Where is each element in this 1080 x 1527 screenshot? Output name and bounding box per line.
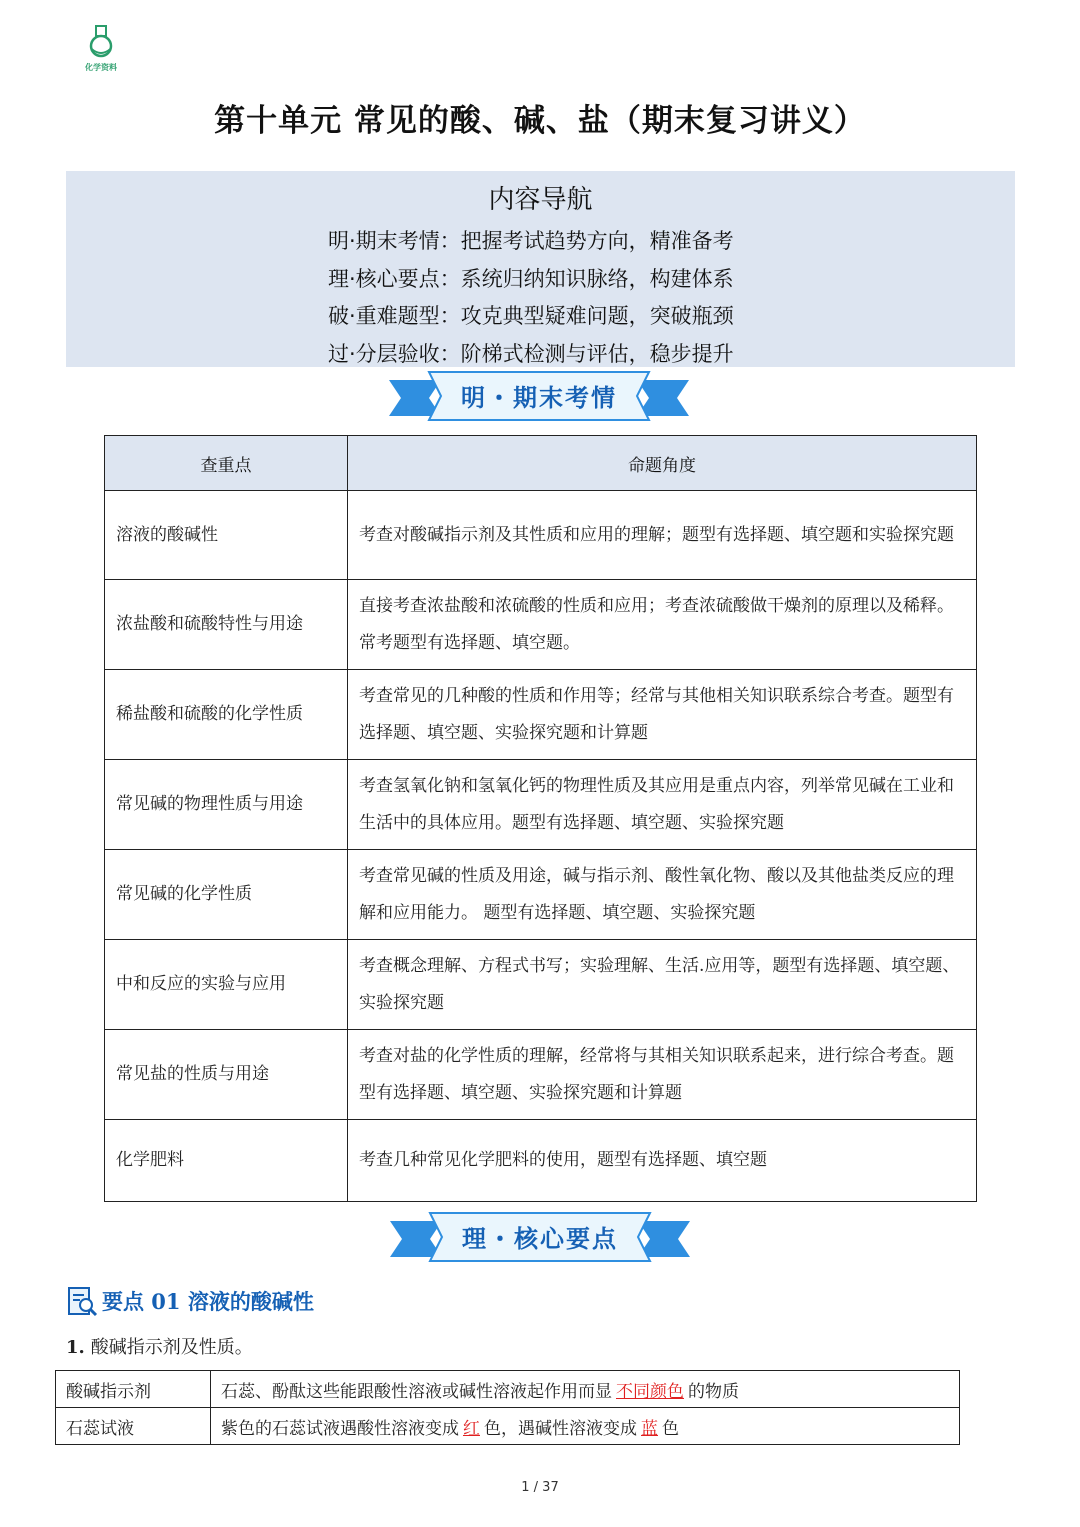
sub-heading bbox=[66, 1333, 253, 1359]
definition-text: 紫色的石蕊试液遇酸性溶液变成 bbox=[221, 1418, 459, 1439]
content-navigation bbox=[66, 171, 1015, 367]
table-row bbox=[105, 1030, 977, 1120]
document-search-icon bbox=[66, 1285, 98, 1317]
table-row bbox=[105, 1120, 977, 1202]
section-heading bbox=[66, 1284, 314, 1318]
angle-cell: 考查常见碱的性质及用途，碱与指示剂、酸性氧化物、酸以及其他盐类反应的理解和应用能力。 题型有选择题、填空题、实验探究题 bbox=[348, 850, 977, 940]
banner-label: 明・期末考情 bbox=[461, 384, 617, 412]
key-point-cell: 浓盐酸和硫酸特性与用途 bbox=[105, 580, 348, 670]
definition-text: 色 bbox=[662, 1418, 679, 1439]
answer-blank: 不同颜色 bbox=[616, 1381, 684, 1402]
navigation-title: 内容导航 bbox=[488, 185, 593, 215]
answer-blank: 蓝 bbox=[641, 1418, 658, 1439]
column-header: 查重点 bbox=[105, 436, 348, 491]
angle-cell: 考查对酸碱指示剂及其性质和应用的理解；题型有选择题、填空题和实验探究题 bbox=[348, 491, 977, 580]
page-number: 1 / 37 bbox=[521, 1480, 559, 1495]
term-cell: 酸碱指示剂 bbox=[56, 1371, 211, 1408]
table-header-row bbox=[105, 436, 977, 491]
table-row bbox=[105, 580, 977, 670]
key-point-cell: 常见碱的化学性质 bbox=[105, 850, 348, 940]
table-row bbox=[56, 1371, 960, 1408]
column-header: 命题角度 bbox=[348, 436, 977, 491]
table-row bbox=[105, 940, 977, 1030]
section-title-text: 要点 01 溶液的酸碱性 bbox=[102, 1289, 314, 1314]
sub-heading-number: 1. bbox=[66, 1337, 85, 1358]
section-banner-exam bbox=[389, 368, 689, 424]
navigation-list bbox=[328, 223, 734, 373]
definition-text: 的物质 bbox=[688, 1381, 739, 1402]
navigation-item: 理·核心要点：系统归纳知识脉络，构建体系 bbox=[328, 266, 734, 291]
table-row bbox=[105, 760, 977, 850]
key-point-cell: 中和反应的实验与应用 bbox=[105, 940, 348, 1030]
table-row bbox=[56, 1408, 960, 1445]
definition-cell bbox=[211, 1371, 960, 1408]
angle-cell: 考查常见的几种酸的性质和作用等；经常与其他相关知识联系综合考查。题型有选择题、填空题、实验探究题和计算题 bbox=[348, 670, 977, 760]
exam-focus-table bbox=[104, 435, 977, 1202]
angle-cell: 直接考查浓盐酸和浓硫酸的性质和应用；考查浓硫酸做干燥剂的原理以及稀释。常考题型有选择题、填空题。 bbox=[348, 580, 977, 670]
sub-heading-text: 酸碱指示剂及性质。 bbox=[90, 1337, 253, 1358]
navigation-item: 明·期末考情：把握考试趋势方向，精准备考 bbox=[328, 229, 734, 253]
definition-cell bbox=[211, 1408, 960, 1445]
key-point-cell: 稀盐酸和硫酸的化学性质 bbox=[105, 670, 348, 760]
navigation-item: 过·分层验收：阶梯式检测与评估，稳步提升 bbox=[328, 341, 734, 366]
definition-text: 石蕊、酚酞这些能跟酸性溶液或碱性溶液起作用而显 bbox=[221, 1381, 612, 1402]
table-row bbox=[105, 670, 977, 760]
indicator-table bbox=[55, 1370, 960, 1445]
page-title: 第十单元 常见的酸、碱、盐（期末复习讲义） bbox=[214, 103, 866, 139]
key-point-cell: 化学肥料 bbox=[105, 1120, 348, 1202]
key-point-cell: 常见碱的物理性质与用途 bbox=[105, 760, 348, 850]
term-cell: 石蕊试液 bbox=[56, 1408, 211, 1445]
angle-cell: 考查几种常见化学肥料的使用，题型有选择题、填空题 bbox=[348, 1120, 977, 1202]
definition-text: 色，遇碱性溶液变成 bbox=[484, 1418, 637, 1439]
section-banner-core bbox=[390, 1209, 690, 1265]
navigation-item: 破·重难题型：攻克典型疑难问题，突破瓶颈 bbox=[328, 304, 734, 328]
logo-text: 化学资料 bbox=[85, 63, 117, 72]
banner-label: 理・核心要点 bbox=[462, 1225, 618, 1253]
angle-cell: 考查氢氧化钠和氢氧化钙的物理性质及其应用是重点内容，列举常见碱在工业和生活中的具体应用。题型有选择题、填空题、实验探究题 bbox=[348, 760, 977, 850]
answer-blank: 红 bbox=[463, 1418, 480, 1439]
logo bbox=[76, 24, 126, 80]
key-point-cell: 溶液的酸碱性 bbox=[105, 491, 348, 580]
angle-cell: 考查概念理解、方程式书写；实验理解、生活.应用等，题型有选择题、填空题、实验探究题 bbox=[348, 940, 977, 1030]
table-row bbox=[105, 491, 977, 580]
angle-cell: 考查对盐的化学性质的理解，经常将与其相关知识联系起来，进行综合考查。题型有选择题、填空题、实验探究题和计算题 bbox=[348, 1030, 977, 1120]
flask-icon bbox=[76, 24, 126, 64]
key-point-cell: 常见盐的性质与用途 bbox=[105, 1030, 348, 1120]
table-row bbox=[105, 850, 977, 940]
